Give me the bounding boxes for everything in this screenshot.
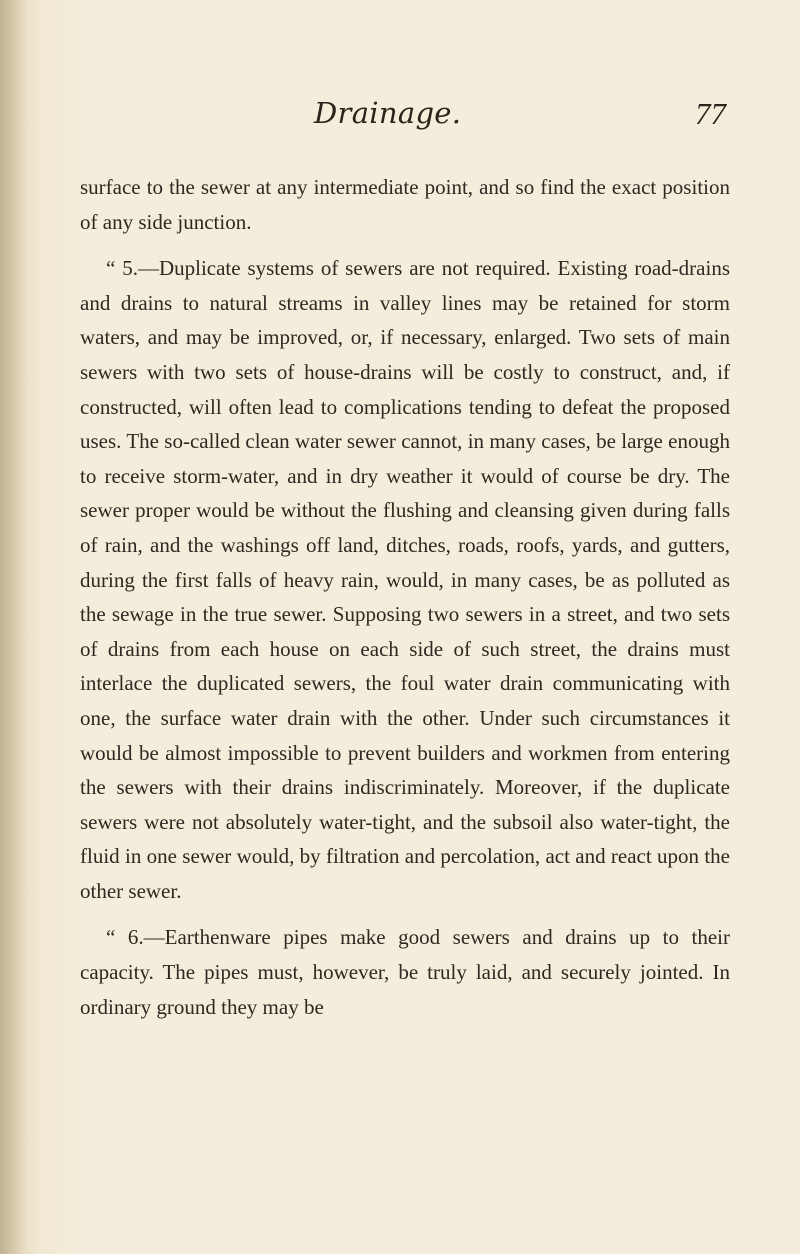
body-text <box>80 170 730 1036</box>
paragraph-continued: surface to the sewer at any intermediate point, and so find the exact position of any side junction. <box>80 175 730 234</box>
page-gutter-shadow <box>0 0 28 1254</box>
page-header <box>0 96 800 136</box>
page-number: 77 <box>695 96 726 131</box>
running-title: Drainage. <box>314 96 462 130</box>
paragraph-section-6: “ 6.—Earthenware pipes make good sewers and drains up to their capacity. The pipes must, however, be truly laid, and securely jointed. In ordinary ground they may be <box>80 925 730 1019</box>
paragraph-section-5: “ 5.—Duplicate systems of sewers are not required. Existing road-drains and drains to natural streams in valley lines may be retained for storm waters, and may be improved, or, if necessary, enlarged. Two sets of main sewers with two sets of house-drains will be costly to construct, and, if constructed, will often lead to complications tending to defeat the proposed uses. The so-called clean water sewer cannot, in many cases, be large enough to receive storm-water, and in dry weather it would of course be dry. The sewer proper would be without the flushing and cleansing given during falls of rain, and the washings off land, ditches, roads, roofs, yards, and gutters, during the first falls of heavy rain, would, in many cases, be as polluted as the sewage in the true sewer. Supposing two sewers in a street, and two sets of drains from each house on each side of such street, the drains must interlace the duplicated sewers, the foul water drain communicating with one, the surface water drain with the other. Under such circumstances it would be almost impossible to prevent builders and workmen from entering the sewers with their drains indiscriminately. Moreover, if the duplicate sewers were not absolutely water-tight, and the subsoil also water-tight, the fluid in one sewer would, by filtration and percolation, act and react upon the other sewer. <box>80 256 730 903</box>
